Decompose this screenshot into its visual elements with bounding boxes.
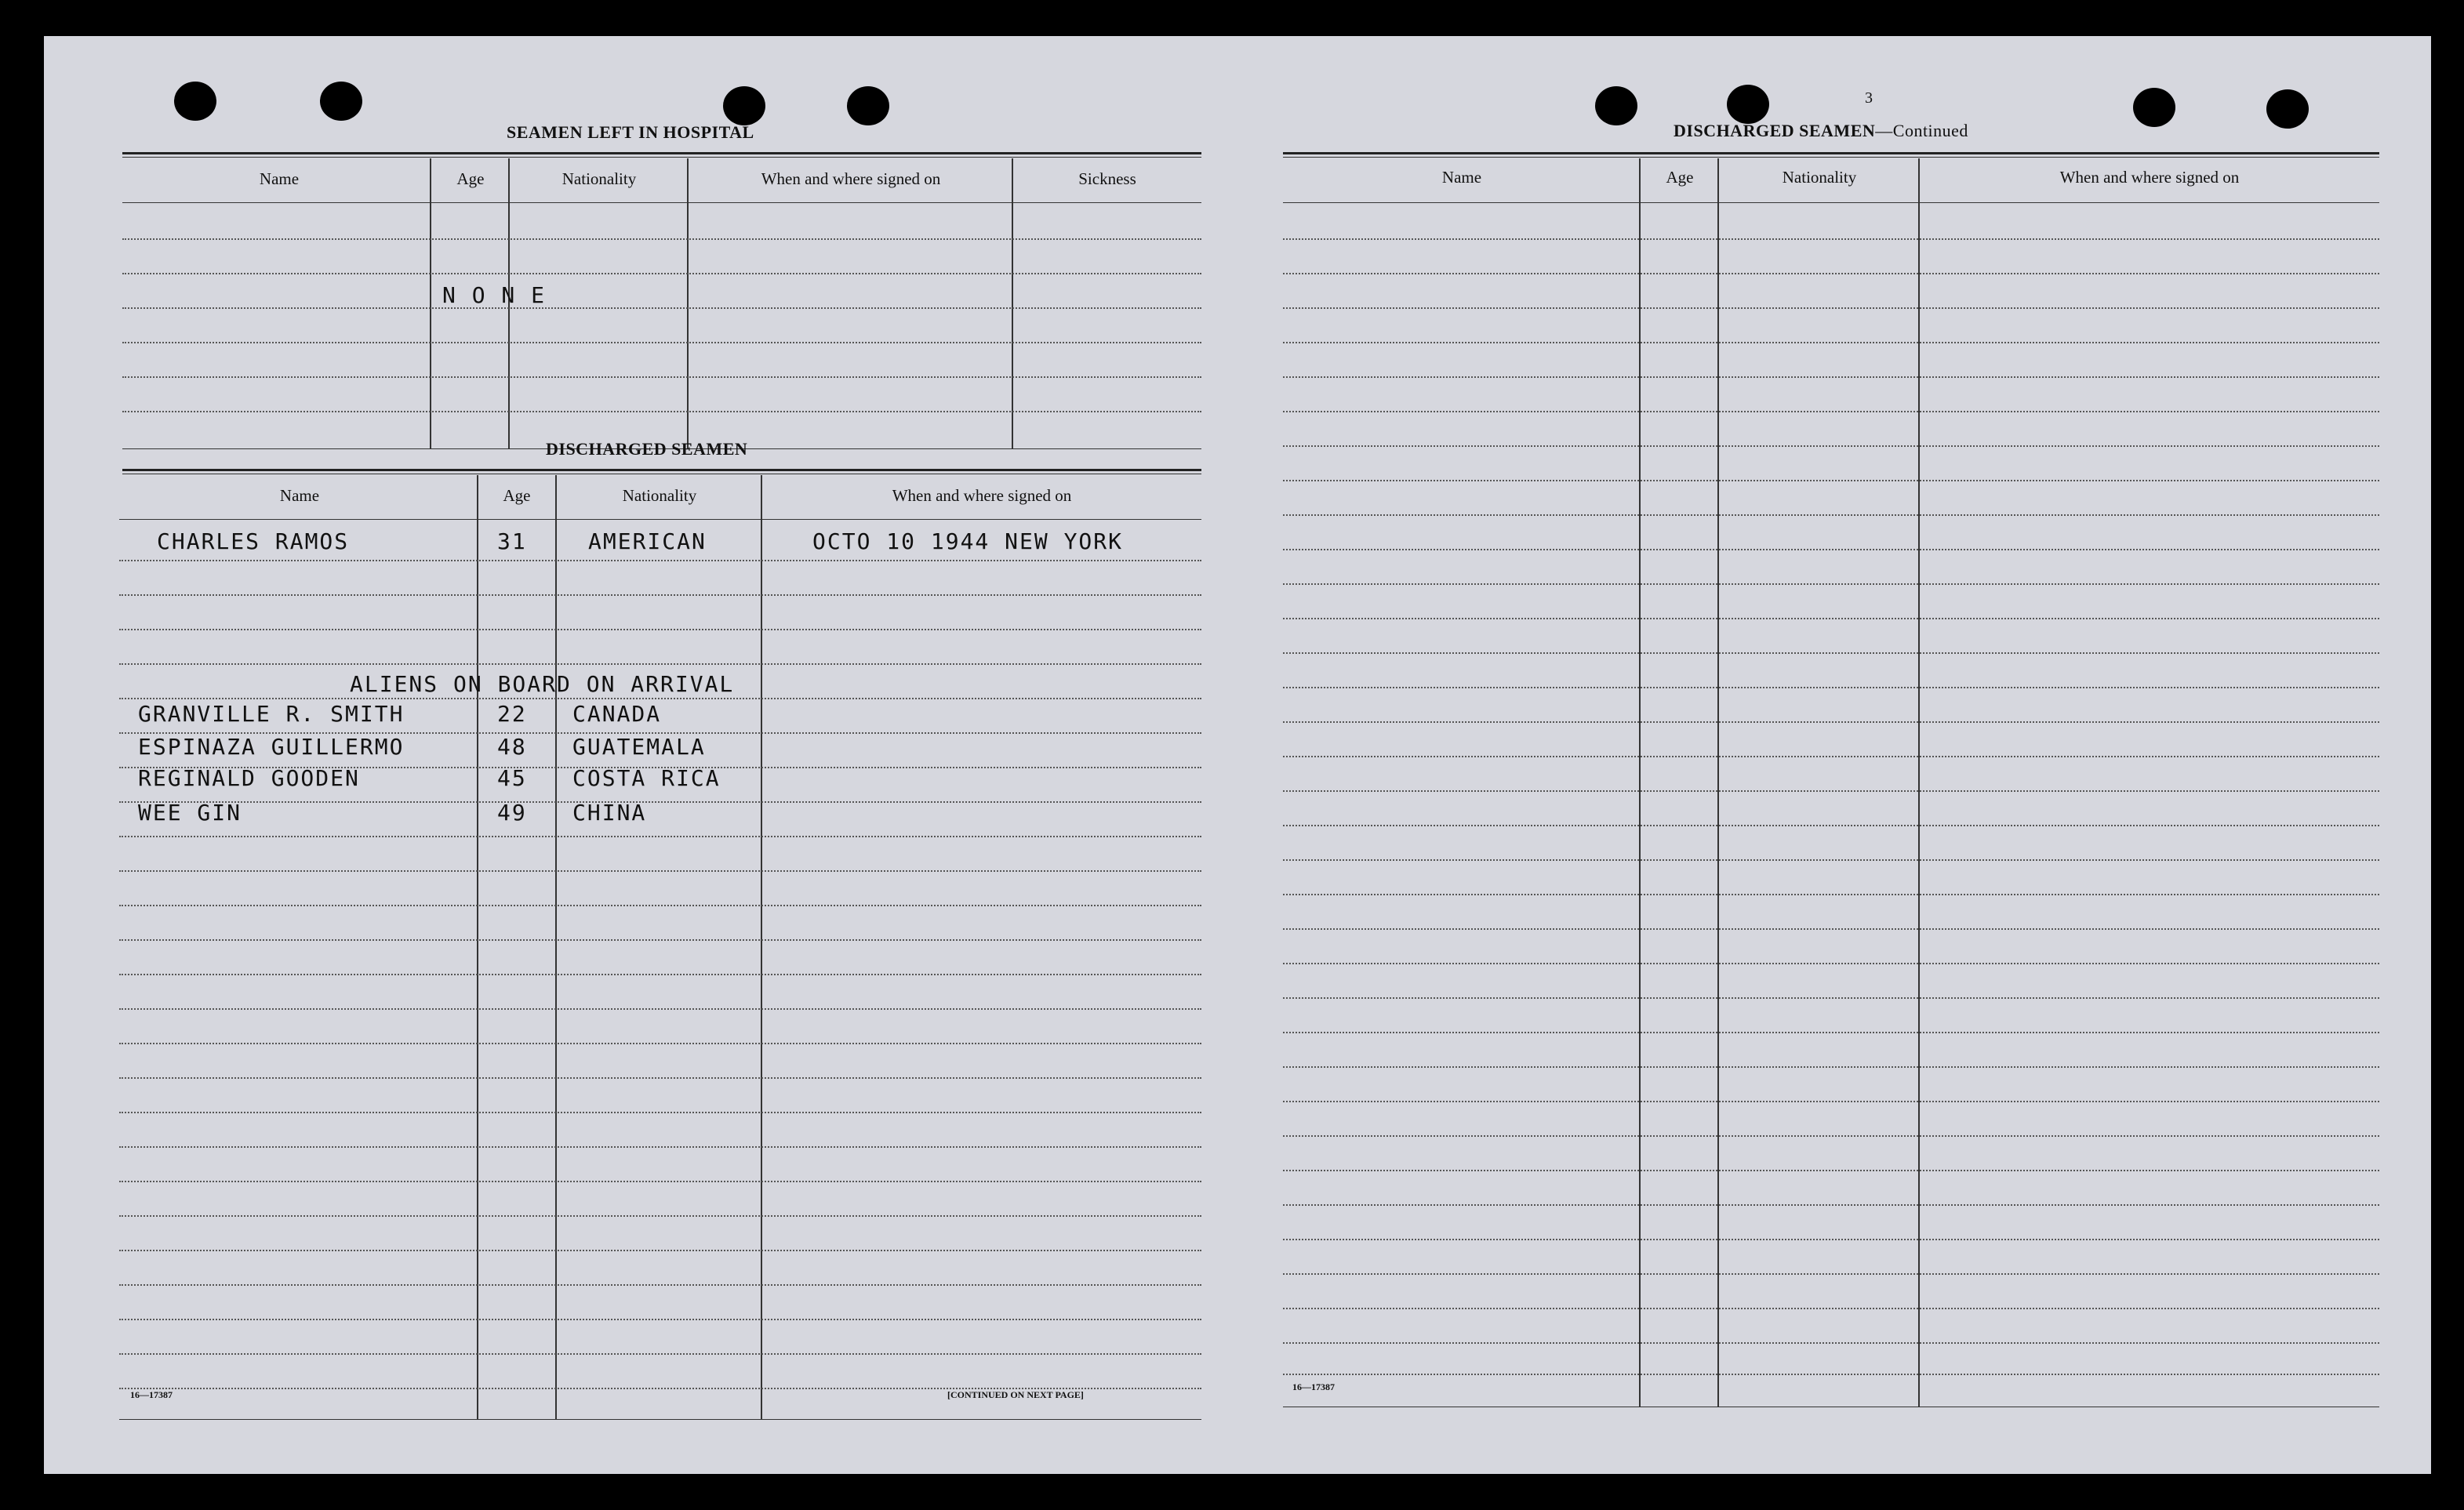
hospital-none-entry: N O N E — [442, 282, 547, 308]
hospital-section-title: SEAMEN LEFT IN HOSPITAL — [507, 122, 754, 142]
punch-hole — [320, 82, 362, 121]
alien-row-nationality: CANADA — [572, 701, 662, 727]
continued-note: [CONTINUED ON NEXT PAGE] — [947, 1389, 1084, 1400]
hospital-header-name: Name — [259, 169, 300, 188]
alien-row-name: WEE GIN — [138, 800, 242, 826]
hospital-header-age: Age — [456, 169, 485, 188]
discharged-continued-title-main: DISCHARGED SEAMEN — [1674, 121, 1876, 140]
alien-row-name: REGINALD GOODEN — [138, 765, 360, 791]
alien-row-nationality: CHINA — [572, 800, 647, 826]
manifest-spread — [44, 36, 2431, 1474]
right-header-age: Age — [1666, 168, 1694, 187]
punch-hole — [174, 82, 216, 121]
alien-row-name: ESPINAZA GUILLERMO — [138, 734, 405, 760]
alien-row-nationality: GUATEMALA — [572, 734, 706, 760]
discharged-header-signed-on: When and where signed on — [892, 486, 1072, 505]
discharged-continued-title — [1674, 121, 1968, 141]
right-header-name: Name — [1441, 168, 1482, 187]
page-number: 3 — [1865, 89, 1873, 107]
continued-suffix: —Continued — [1875, 121, 1968, 140]
hospital-header-signed-on: When and where signed on — [761, 169, 941, 188]
aliens-heading: ALIENS ON BOARD ON ARRIVAL — [350, 671, 735, 697]
punch-hole — [1595, 86, 1637, 125]
form-number: 16—17387 — [1292, 1381, 1335, 1392]
discharged-header-age: Age — [503, 486, 531, 505]
right-header-signed-on: When and where signed on — [2059, 168, 2240, 187]
alien-row-age: 49 — [497, 800, 527, 826]
punch-hole — [847, 86, 889, 125]
hospital-header-sickness: Sickness — [1078, 169, 1136, 188]
alien-row-nationality: COSTA RICA — [572, 765, 721, 791]
right-header-nationality: Nationality — [1782, 168, 1857, 187]
punch-hole — [1727, 85, 1769, 124]
left-page — [44, 36, 1236, 1474]
right-page — [1252, 36, 2431, 1474]
discharged-row-age: 31 — [497, 528, 527, 554]
hospital-header-nationality: Nationality — [561, 169, 637, 188]
alien-row-name: GRANVILLE R. SMITH — [138, 701, 405, 727]
punch-hole — [2266, 89, 2309, 129]
punch-hole — [723, 86, 765, 125]
discharged-row-name: CHARLES RAMOS — [157, 528, 350, 554]
discharged-row-nationality: AMERICAN — [588, 528, 707, 554]
discharged-section-title: DISCHARGED SEAMEN — [546, 439, 748, 459]
alien-row-age: 45 — [497, 765, 527, 791]
discharged-row-signed-on: OCTO 10 1944 NEW YORK — [812, 528, 1124, 554]
form-number: 16—17387 — [130, 1389, 173, 1400]
discharged-header-name: Name — [279, 486, 320, 505]
alien-row-age: 48 — [497, 734, 527, 760]
punch-hole — [2133, 88, 2175, 127]
discharged-header-nationality: Nationality — [622, 486, 697, 505]
alien-row-age: 22 — [497, 701, 527, 727]
